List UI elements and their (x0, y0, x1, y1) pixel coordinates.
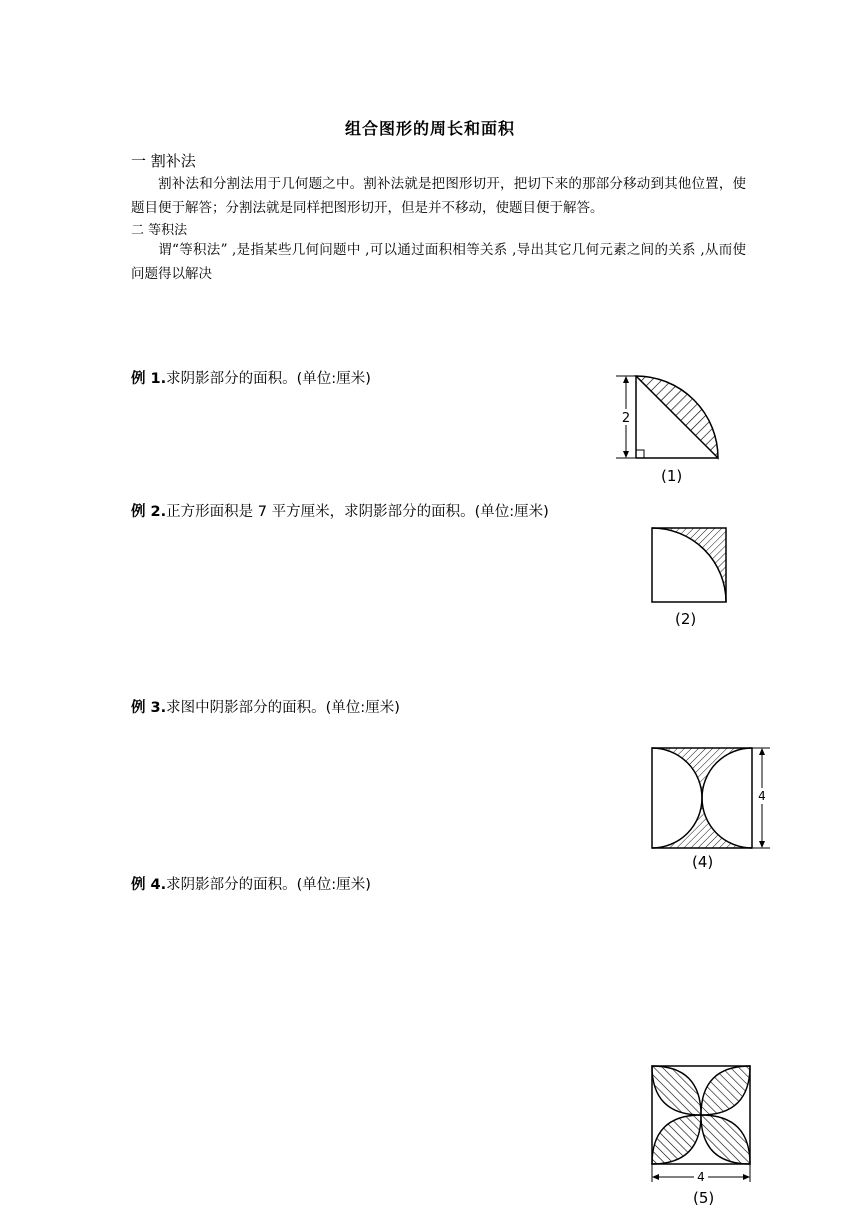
figure-1 (612, 370, 727, 465)
example-label: 例 2. (131, 504, 167, 520)
page-title: 组合图形的周长和面积 (344, 119, 515, 138)
example-label: 例 1. (131, 371, 167, 387)
example-text: 求图中阴影部分的面积。(单位:厘米) (166, 700, 400, 716)
example-1 (131, 367, 371, 388)
section-text-1: 割补法和分割法用于几何题之中。割补法就是把图形切开，把切下来的那部分移动到其他位置，使题目便于解答；分割法就是同样把图形切开，但是并不移动，使题目便于解答。 (131, 176, 746, 216)
figure-4 (646, 1060, 756, 1188)
section-paragraph-2 (131, 238, 746, 286)
example-3 (131, 696, 400, 717)
example-text: 求阴影部分的面积。(单位:厘米) (166, 877, 371, 893)
dimension-label: 4 (758, 789, 766, 803)
figure-caption-3: (4) (692, 853, 714, 871)
figure-3 (648, 742, 774, 852)
figure-caption-1: (1) (661, 467, 683, 485)
example-2 (131, 500, 549, 521)
dimension-label: 2 (621, 411, 631, 426)
figure-caption-2: (2) (675, 610, 697, 628)
example-label: 例 4. (131, 877, 167, 893)
section-text-2: 谓“等积法” ,是指某些几何问题中 ,可以通过面积相等关系 ,导出其它几何元素之间的关系 ,从而使问题得以解决 (131, 242, 746, 282)
example-label: 例 3. (131, 700, 167, 716)
example-4 (131, 873, 371, 894)
figure-2 (648, 524, 730, 606)
section-heading-2: 二 等积法 (131, 223, 188, 238)
dimension-label: 4 (697, 1170, 705, 1184)
figure-caption-4: (5) (693, 1189, 715, 1207)
section-heading-1: 一 割补法 (131, 152, 196, 170)
example-text: 正方形面积是 7 平方厘米，求阴影部分的面积。(单位:厘米) (166, 504, 549, 520)
example-text: 求阴影部分的面积。(单位:厘米) (166, 371, 371, 387)
section-paragraph-1 (131, 172, 746, 220)
